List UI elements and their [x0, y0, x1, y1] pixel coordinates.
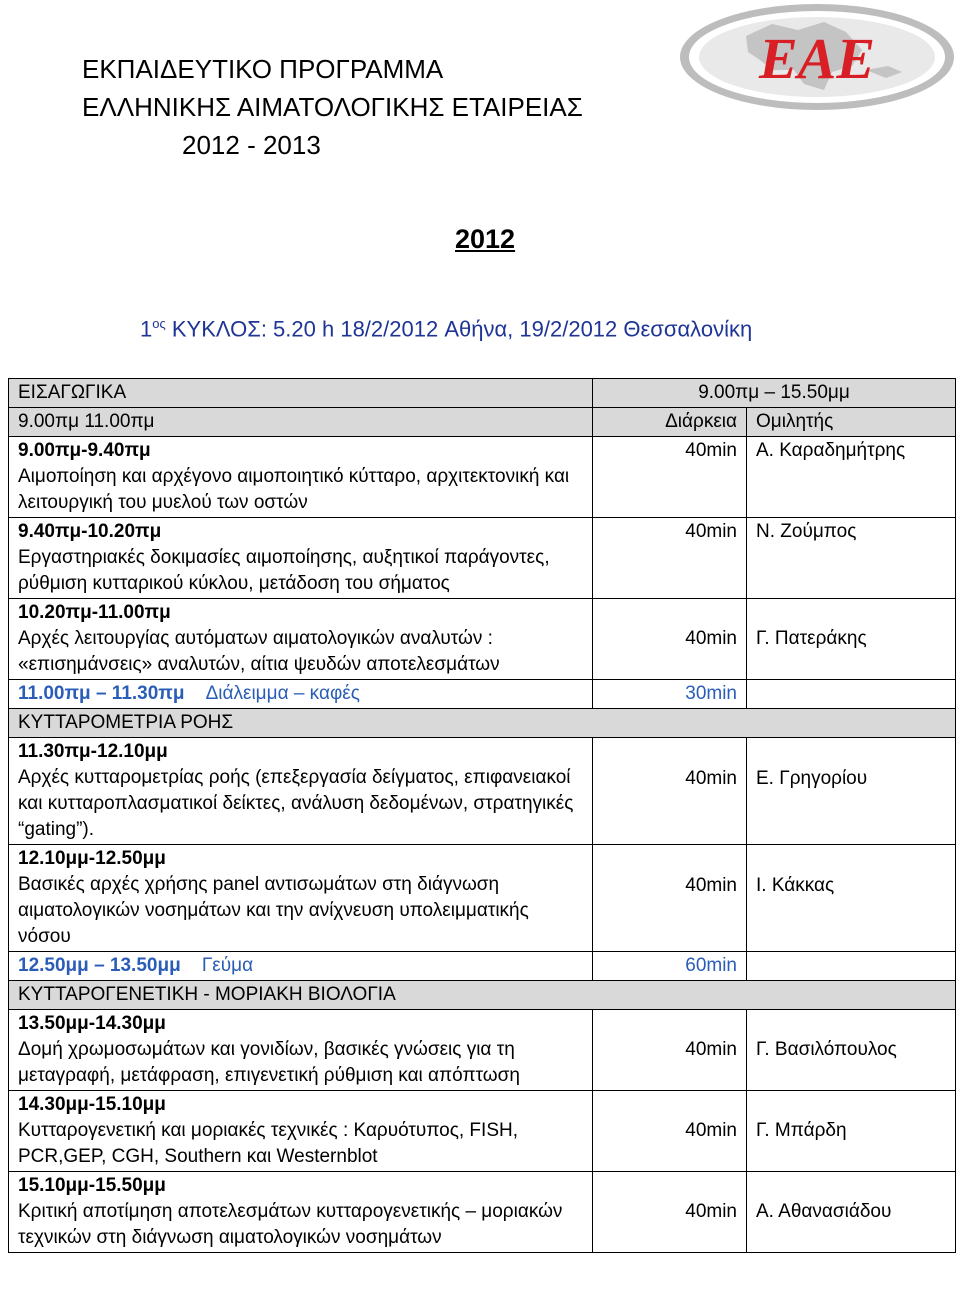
section-title: ΚΥΤΤΑΡΟΜΕΤΡΙΑ ΡΟΗΣ — [9, 709, 956, 738]
cycle-details: ΚΥΚΛΟΣ: 5.20 h 18/2/2012 Αθήνα, 19/2/2012 Θεσσαλονίκη — [165, 316, 753, 342]
cycle-ordinal: ος — [152, 316, 166, 331]
talk-speaker: Γ. Μπάρδη — [747, 1091, 956, 1172]
talk-title: Αρχές κυτταρομετρίας ροής (επεξεργασία δείγματος, επιφανειακοί και κυτταροπλασματικοί δείκτες, ανάλυση δεδομένων, στρατηγικές “gating”). — [18, 767, 574, 840]
talk-duration: 40min — [593, 1010, 747, 1091]
speaker-header: Ομιλητής — [747, 408, 956, 437]
logo-lettering: ΕΑΕ — [758, 26, 876, 91]
year-heading: 2012 — [455, 224, 516, 254]
talk-title: Αιμοποίηση και αρχέγονο αιμοποιητικό κύτταρο, αρχιτεκτονική και λειτουργική του μυελού των οστών — [18, 466, 570, 513]
cycle-number: 1 — [140, 316, 153, 342]
talk-time: 9.00πμ-9.40πμ — [18, 440, 151, 461]
table-row — [9, 437, 956, 518]
talk-time: 14.30μμ-15.10μμ — [18, 1094, 166, 1115]
break-row — [9, 680, 956, 709]
column-header-row — [9, 408, 956, 437]
talk-time: 9.40πμ-10.20πμ — [18, 521, 162, 542]
break-label: Διάλειμμα – καφές — [205, 683, 360, 704]
talk-speaker: Γ. Πατεράκης — [747, 599, 956, 680]
document-title — [82, 50, 583, 164]
talk-duration: 40min — [593, 599, 747, 680]
talk-title: Κυτταρογενετική και μοριακές τεχνικές : Καρυότυπος, FISH, PCR,GEP, CGH, Southern και Westernblot — [18, 1120, 518, 1167]
talk-title: Εργαστηριακές δοκιμασίες αιμοποίησης, αυξητικοί παράγοντες, ρύθμιση κυτταρικού κύκλου, μετάδοση του σήματος — [18, 547, 550, 594]
table-row — [9, 738, 956, 845]
talk-duration: 40min — [593, 1091, 747, 1172]
talk-speaker: Ν. Ζούμπος — [747, 518, 956, 599]
table-row — [9, 518, 956, 599]
title-years: 2012 - 2013 — [182, 130, 321, 160]
talk-duration: 40min — [593, 518, 747, 599]
talk-speaker: Α. Αθανασιάδου — [747, 1172, 956, 1253]
society-logo — [676, 0, 958, 114]
talk-time: 15.10μμ-15.50μμ — [18, 1175, 166, 1196]
talk-duration: 40min — [593, 1172, 747, 1253]
table-row — [9, 1010, 956, 1091]
section-title: ΕΙΣΑΓΩΓΙΚΑ — [9, 379, 593, 408]
title-line-2: ΕΛΛΗΝΙΚΗΣ ΑΙΜΑΤΟΛΟΓΙΚΗΣ ΕΤΑΙΡΕΙΑΣ — [82, 92, 583, 122]
cycle-heading — [140, 316, 752, 342]
talk-time: 13.50μμ-14.30μμ — [18, 1013, 166, 1034]
section-header-row — [9, 709, 956, 738]
break-duration: 60min — [593, 952, 747, 981]
section-title: ΚΥΤΤΑΡΟΓΕΝΕΤΙΚΗ - ΜΟΡΙΑΚΗ ΒΙΟΛΟΓΙΑ — [9, 981, 956, 1010]
talk-speaker: Ε. Γρηγορίου — [747, 738, 956, 845]
break-time: 12.50μμ – 13.50μμ — [18, 955, 181, 976]
section-header-row — [9, 379, 956, 408]
break-label: Γεύμα — [201, 955, 254, 976]
table-row — [9, 1172, 956, 1253]
talk-speaker: Α. Καραδημήτρης — [747, 437, 956, 518]
talk-time: 12.10μμ-12.50μμ — [18, 848, 166, 869]
talk-title: Κριτική αποτίμηση αποτελεσμάτων κυτταρογενετικής – μοριακών τεχνικών στη διάγνωση αιματολογικών νοσημάτων — [18, 1201, 563, 1248]
talk-speaker: Ι. Κάκκας — [747, 845, 956, 952]
talk-time: 10.20πμ-11.00πμ — [18, 602, 171, 623]
table-row — [9, 845, 956, 952]
talk-title: Αρχές λειτουργίας αυτόματων αιματολογικών αναλυτών : «επισημάνσεις» αναλυτών, αίτια ψευδών αποτελεσμάτων — [18, 628, 500, 675]
table-row — [9, 599, 956, 680]
schedule-table — [8, 378, 956, 1253]
block-time: 9.00πμ 11.00πμ — [9, 408, 593, 437]
duration-header: Διάρκεια — [593, 408, 747, 437]
talk-duration: 40min — [593, 845, 747, 952]
talk-speaker: Γ. Βασιλόπουλος — [747, 1010, 956, 1091]
section-time: 9.00πμ – 15.50μμ — [593, 379, 956, 408]
section-header-row — [9, 981, 956, 1010]
break-row — [9, 952, 956, 981]
talk-duration: 40min — [593, 437, 747, 518]
talk-duration: 40min — [593, 738, 747, 845]
table-row — [9, 1091, 956, 1172]
talk-title: Βασικές αρχές χρήσης panel αντισωμάτων στη διάγνωση αιματολογικών νοσημάτων και την ανίχνευση υπολειμματικής νόσου — [18, 874, 529, 947]
talk-title: Δομή χρωμοσωμάτων και γονιδίων, βασικές γνώσεις για τη μεταγραφή, μετάφραση, επιγενετική ρύθμιση και απόπτωση — [18, 1039, 520, 1086]
break-time: 11.00πμ – 11.30πμ — [18, 683, 185, 704]
break-duration: 30min — [593, 680, 747, 709]
title-line-1: ΕΚΠΑΙΔΕΥΤΙΚΟ ΠΡΟΓΡΑΜΜΑ — [82, 54, 444, 84]
talk-time: 11.30πμ-12.10μμ — [18, 741, 168, 762]
